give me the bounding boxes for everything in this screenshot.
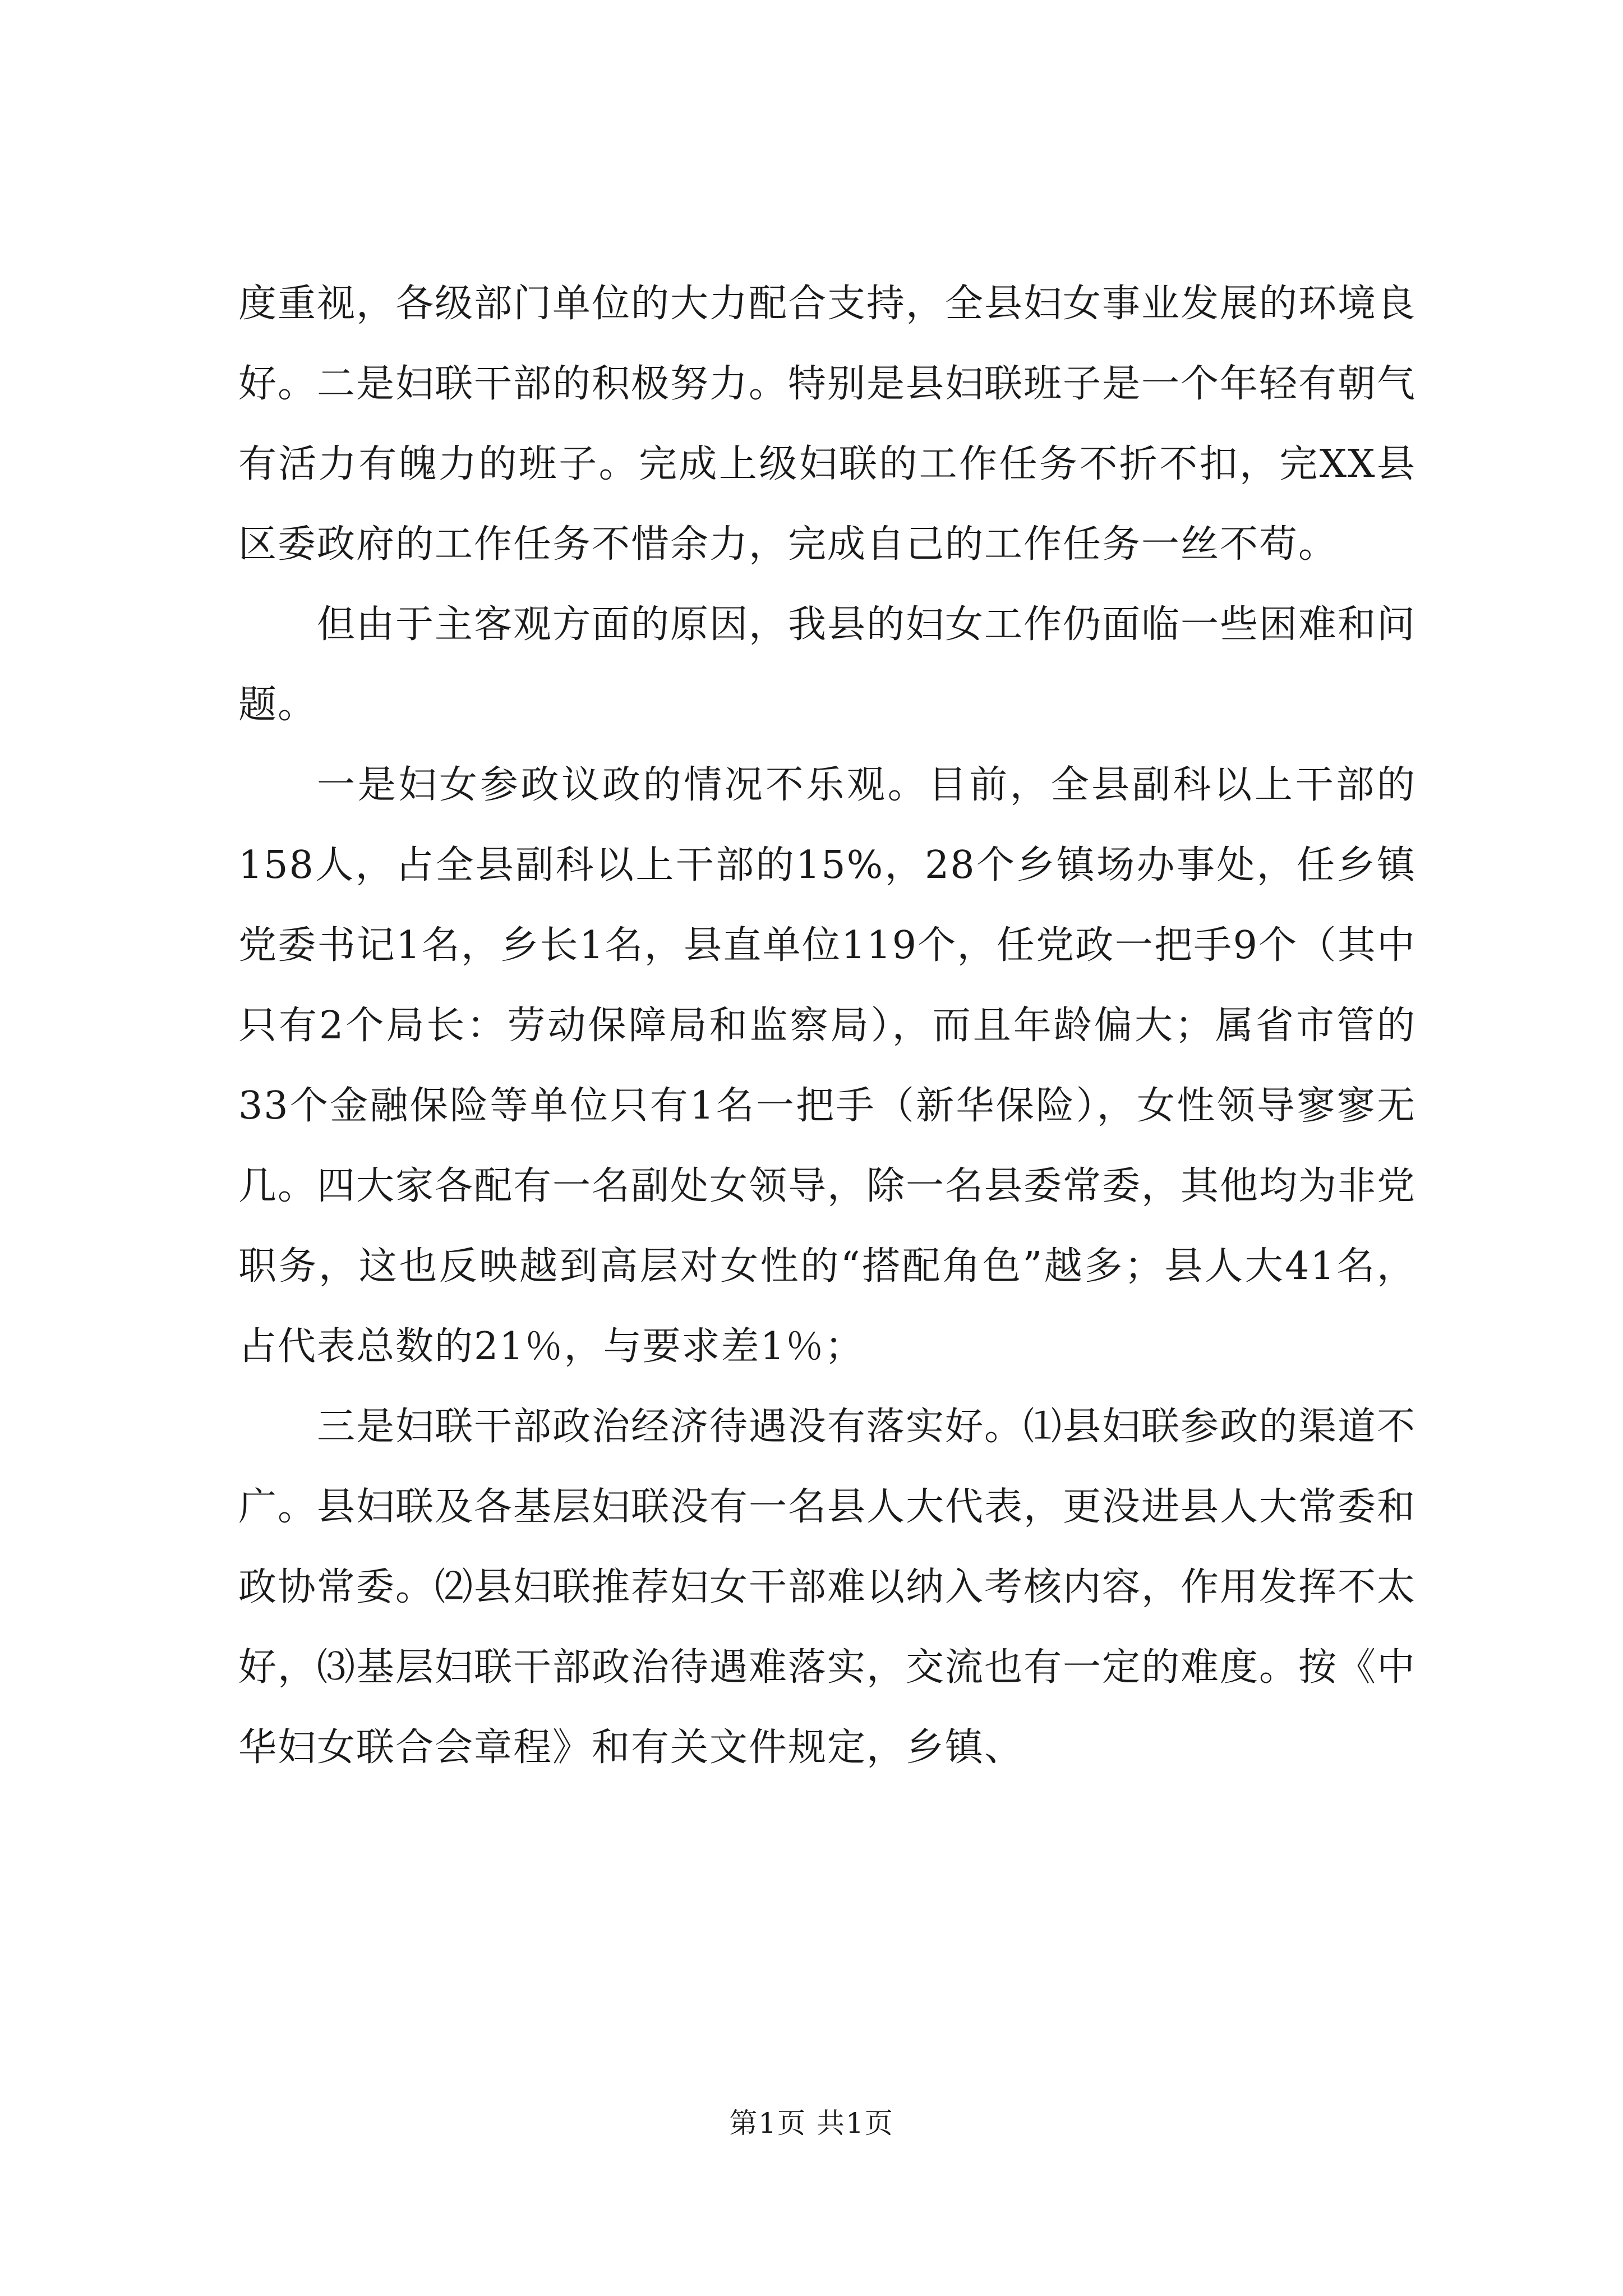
document-body [238,264,1416,1788]
page-footer: 第1页 共1页 [729,2107,894,2139]
paragraph-continuation: 度重视，各级部门单位的大力配合支持，全县妇女事业发展的环境良好。二是妇联干部的积极努力。特别是县妇联班子是一个年轻有朝气有活力有魄力的班子。完成上级妇联的工作任务不折不扣，完XX县区委政府的工作任务不惜余力，完成自己的工作任务一丝不苟。 [238,282,1417,567]
paragraph-cadre-treatment: 三是妇联干部政治经济待遇没有落实好。⑴县妇联参政的渠道不广。县妇联及各基层妇联没有一名县人大代表，更没进县人大常委和政协常委。⑵县妇联推荐妇女干部难以纳入考核内容，作用发挥不太好，⑶基层妇联干部政治待遇难落实，交流也有一定的难度。按《中华妇女联合会章程》和有关文件规定，乡镇、 [238,1405,1417,1770]
paragraph-difficulties-intro: 但由于主客观方面的原因，我县的妇女工作仍面临一些困难和问题。 [238,602,1417,727]
paragraph-political-participation: 一是妇女参政议政的情况不乐观。目前，全县副科以上干部的158人，占全县副科以上干部的15%，28个乡镇场办事处，任乡镇党委书记1名，乡长1名，县直单位119个，任党政一把手9个（其中只有2个局长：劳动保障局和监察局），而且年龄偏大；属省市管的33个金融保险等单位只有1名一把手（新华保险），女性领导寥寥无几。四大家各配有一名副处女领导，除一名县委常委，其他均为非党职务，这也反映越到高层对女性的“搭配角色”越多；县人大41名，占代表总数的21％，与要求差1％； [238,763,1417,1369]
